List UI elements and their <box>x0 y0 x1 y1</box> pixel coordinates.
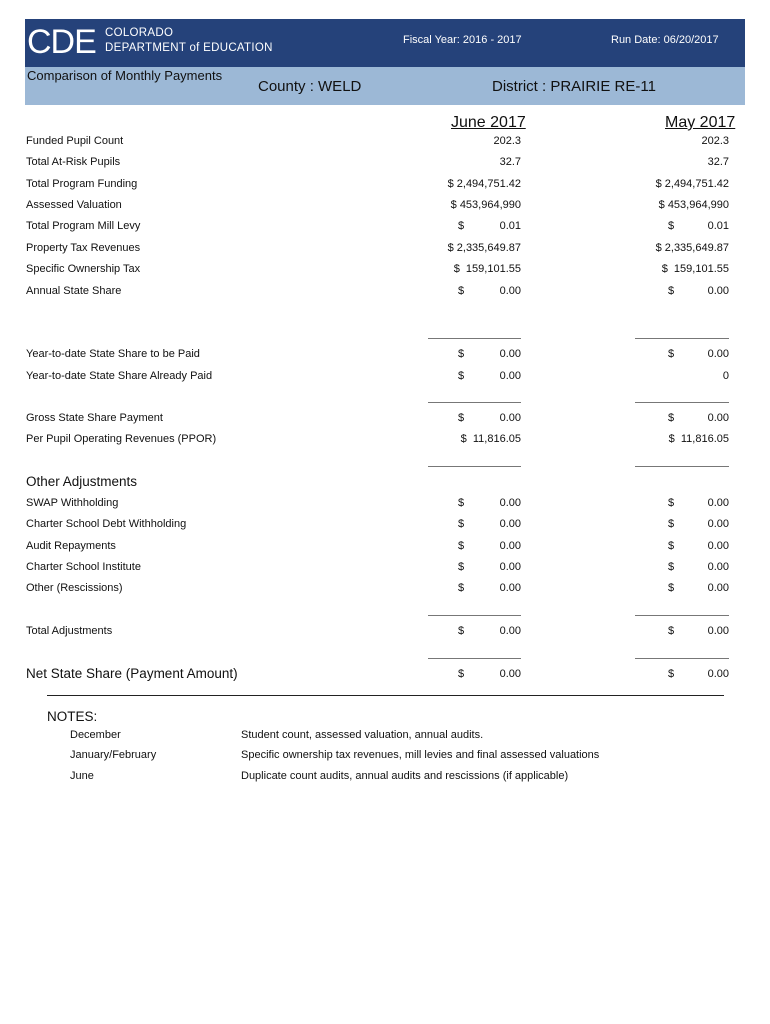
cde-logo: CDE <box>27 23 96 61</box>
row-label: Total Program Mill Levy <box>26 220 141 232</box>
table-row <box>0 135 770 155</box>
may-value: $ 453,964,990 <box>658 199 729 211</box>
table-row <box>0 242 770 262</box>
row-label: SWAP Withholding <box>26 497 119 509</box>
row-label: Year-to-date State Share to be Paid <box>26 348 200 360</box>
table-row <box>0 625 770 645</box>
may-value: 0.00 <box>707 348 729 360</box>
june-value: $ 159,101.55 <box>453 263 521 275</box>
dollar-sign: $ <box>668 348 675 360</box>
row-label: Other (Rescissions) <box>26 582 123 594</box>
may-value: 32.7 <box>707 156 729 168</box>
june-value: 0.00 <box>499 412 521 424</box>
subtotal-rule <box>635 466 729 467</box>
may-value: 0.00 <box>707 497 729 509</box>
may-value: $ 2,335,649.87 <box>655 242 729 254</box>
note-text: Duplicate count audits, annual audits and rescissions (if applicable) <box>241 770 569 782</box>
row-label: Charter School Institute <box>26 561 141 573</box>
dollar-sign: $ <box>458 220 465 232</box>
column-heading-may: May 2017 <box>665 114 736 131</box>
dollar-sign: $ <box>458 285 465 297</box>
table-row <box>0 433 770 453</box>
table-row <box>0 412 770 432</box>
fiscal-year: Fiscal Year: 2016 - 2017 <box>403 34 522 46</box>
table-row <box>0 156 770 176</box>
table-row <box>0 285 770 305</box>
table-row <box>0 540 770 560</box>
table-row <box>0 178 770 198</box>
row-label: Annual State Share <box>26 285 122 297</box>
may-value: 202.3 <box>701 135 729 147</box>
june-value: 32.7 <box>499 156 521 168</box>
june-value: 0.00 <box>499 625 521 637</box>
table-row <box>0 497 770 517</box>
row-label: Year-to-date State Share Already Paid <box>26 370 213 382</box>
notes-heading: NOTES: <box>47 709 98 724</box>
note-text: Student count, assessed valuation, annual audits. <box>241 729 484 741</box>
may-value: $ 2,494,751.42 <box>655 178 729 190</box>
june-value: $ 11,816.05 <box>460 433 521 445</box>
june-value: 0.00 <box>499 668 521 680</box>
june-value: 0.00 <box>499 497 521 509</box>
district-label: District : PRAIRIE RE-11 <box>492 78 656 95</box>
note-month: June <box>70 770 94 782</box>
org-name-line1: COLORADO <box>105 27 174 39</box>
may-value: 0.00 <box>707 412 729 424</box>
table-row <box>0 263 770 283</box>
dollar-sign: $ <box>458 412 465 424</box>
row-label: Funded Pupil Count <box>26 135 124 147</box>
subtotal-rule <box>428 402 521 403</box>
table-row <box>0 348 770 368</box>
subtotal-rule <box>428 338 521 339</box>
table-row <box>0 199 770 219</box>
may-value: 0.01 <box>707 220 729 232</box>
divider <box>47 695 724 696</box>
table-row <box>0 518 770 538</box>
dollar-sign: $ <box>458 497 465 509</box>
row-label: Property Tax Revenues <box>26 242 141 254</box>
row-label: Gross State Share Payment <box>26 412 163 424</box>
june-value: $ 2,494,751.42 <box>447 178 521 190</box>
dollar-sign: $ <box>668 625 675 637</box>
subtotal-rule <box>635 402 729 403</box>
header-banner <box>25 19 745 67</box>
dollar-sign: $ <box>668 668 675 680</box>
may-value: 0.00 <box>707 582 729 594</box>
row-label: Total Program Funding <box>26 178 138 190</box>
subtotal-rule <box>635 658 729 659</box>
table-row <box>0 370 770 390</box>
subtotal-rule <box>428 466 521 467</box>
row-label: Per Pupil Operating Revenues (PPOR) <box>26 433 217 445</box>
table-row <box>0 582 770 602</box>
dollar-sign: $ <box>668 497 675 509</box>
subtotal-rule <box>635 338 729 339</box>
dollar-sign: $ <box>458 668 465 680</box>
report-title: Comparison of Monthly Payments <box>27 68 223 83</box>
may-value: 0.00 <box>707 285 729 297</box>
note-month: January/February <box>70 749 157 761</box>
june-value: $ 2,335,649.87 <box>447 242 521 254</box>
county-label: County : WELD <box>258 78 362 95</box>
dollar-sign: $ <box>458 625 465 637</box>
june-value: 0.00 <box>499 348 521 360</box>
june-value: 0.01 <box>499 220 521 232</box>
row-label: Audit Repayments <box>26 540 116 552</box>
dollar-sign: $ <box>668 285 675 297</box>
june-value: 0.00 <box>499 285 521 297</box>
dollar-sign: $ <box>668 518 675 530</box>
dollar-sign: $ <box>668 561 675 573</box>
row-label: Total Adjustments <box>26 625 113 637</box>
row-label: Assessed Valuation <box>26 199 122 211</box>
may-value: 0.00 <box>707 518 729 530</box>
note-text: Specific ownership tax revenues, mill levies and final assessed valuations <box>241 749 600 761</box>
may-value: $ 11,816.05 <box>668 433 729 445</box>
dollar-sign: $ <box>458 370 465 382</box>
may-value: 0 <box>722 370 729 382</box>
june-value: 0.00 <box>499 561 521 573</box>
subtotal-rule <box>635 615 729 616</box>
net-state-share-row <box>0 668 770 688</box>
may-value: $ 159,101.55 <box>661 263 729 275</box>
june-value: 0.00 <box>499 582 521 594</box>
may-value: 0.00 <box>707 668 729 680</box>
dollar-sign: $ <box>458 561 465 573</box>
june-value: 0.00 <box>499 518 521 530</box>
may-value: 0.00 <box>707 561 729 573</box>
subtotal-rule <box>428 658 521 659</box>
table-row <box>0 561 770 581</box>
dollar-sign: $ <box>668 540 675 552</box>
june-value: 202.3 <box>493 135 521 147</box>
june-value: 0.00 <box>499 370 521 382</box>
dollar-sign: $ <box>668 582 675 594</box>
report-subheader <box>25 67 745 105</box>
table-row <box>0 220 770 240</box>
org-name-line2: DEPARTMENT of EDUCATION <box>105 42 273 54</box>
may-value: 0.00 <box>707 625 729 637</box>
row-label: Total At-Risk Pupils <box>26 156 121 168</box>
run-date: Run Date: 06/20/2017 <box>611 34 719 46</box>
subtotal-rule <box>428 615 521 616</box>
dollar-sign: $ <box>458 582 465 594</box>
may-value: 0.00 <box>707 540 729 552</box>
dollar-sign: $ <box>458 348 465 360</box>
other-adjustments-heading: Other Adjustments <box>26 474 138 489</box>
june-value: 0.00 <box>499 540 521 552</box>
row-label: Charter School Debt Withholding <box>26 518 187 530</box>
dollar-sign: $ <box>458 540 465 552</box>
dollar-sign: $ <box>668 220 675 232</box>
column-heading-june: June 2017 <box>451 114 526 131</box>
row-label: Net State Share (Payment Amount) <box>26 666 238 681</box>
june-value: $ 453,964,990 <box>450 199 521 211</box>
note-month: December <box>70 729 121 741</box>
dollar-sign: $ <box>458 518 465 530</box>
row-label: Specific Ownership Tax <box>26 263 141 275</box>
dollar-sign: $ <box>668 412 675 424</box>
